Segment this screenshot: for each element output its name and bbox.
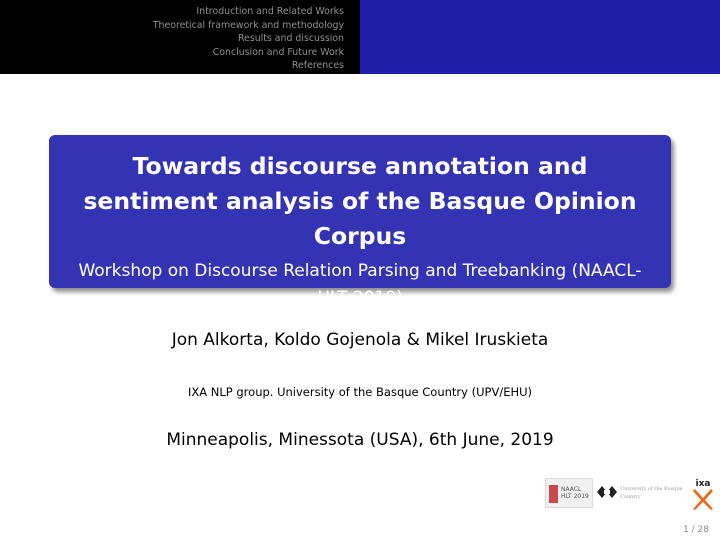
upv-ehu-logo-icon (596, 484, 618, 500)
authors: Jon Alkorta, Koldo Gojenola & Mikel Iruskieta (171, 330, 549, 350)
slide-title: Towards discourse annotation and sentiment analysis of the Basque Opinion Corpus (83, 152, 637, 250)
nav-item-results[interactable]: Results and discussion (237, 33, 344, 44)
nav-item-introduction[interactable]: Introduction and Related Works (196, 6, 344, 17)
affiliation: IXA NLP group. University of the Basque Country (UPV/EHU) (187, 385, 533, 399)
upv-ehu-logo-text: University of the Basque Country (620, 486, 683, 500)
nav-item-theoretical-framework[interactable]: Theoretical framework and methodology (152, 19, 344, 31)
naacl-logo-text: NAACL HLT 2019 (561, 486, 589, 500)
naacl-logo (545, 478, 593, 508)
section-navigation-bar (0, 0, 720, 74)
title-block (49, 135, 671, 308)
event-info: Minneapolis, Minessota (USA), 6th June, 2019 (166, 430, 554, 450)
nav-item-conclusion[interactable]: Conclusion and Future Work (212, 46, 344, 58)
page-number: 1 / 28 (683, 525, 709, 535)
section-list (0, 0, 360, 74)
slide-subtitle: Workshop on Discourse Relation Parsing and Treebanking (NAACL-HLT 2019) (78, 261, 642, 308)
nav-item-references[interactable]: References (291, 60, 344, 71)
nav-bar-right-panel (360, 0, 720, 74)
ixa-logo-icon (692, 476, 714, 510)
svg-text:ixa: ixa (695, 479, 711, 489)
